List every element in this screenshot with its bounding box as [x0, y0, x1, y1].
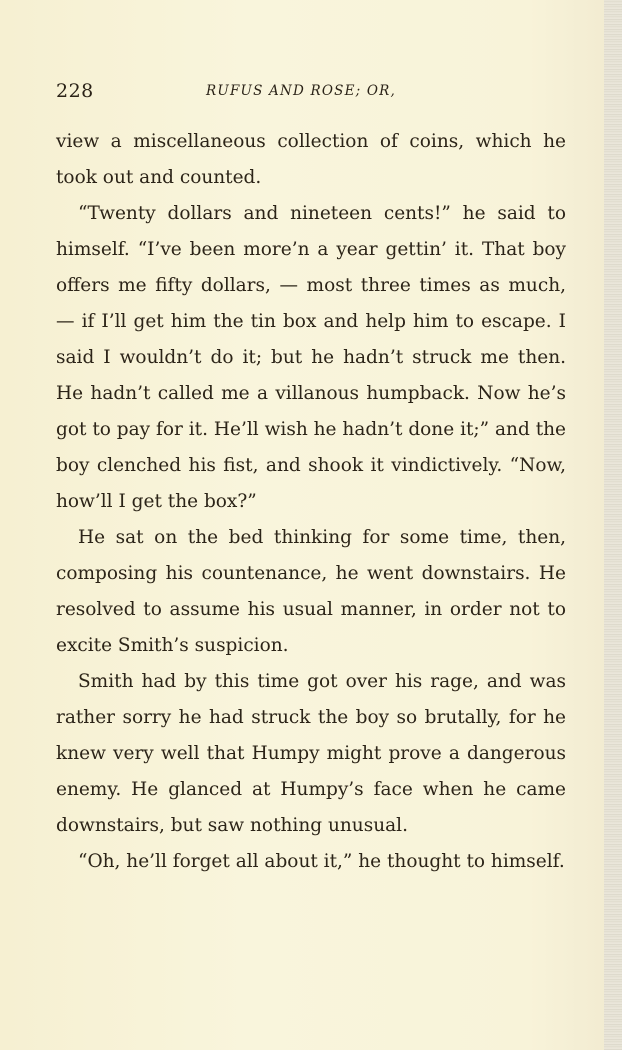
paragraph: He sat on the bed thinking for some time, then, composing his countenance, he went downstairs. He resolved to assume his usual manner, in order not to excite Smith’s suspicion.	[56, 527, 566, 656]
running-head: RUFUS AND ROSE; OR,	[206, 83, 397, 99]
paragraph: Smith had by this time got over his rage, and was rather sorry he had struck the boy so brutally, for he knew very well that Humpy might prove a dangerous enemy. He glanced at Humpy’s face when he came downstairs, but saw nothing unusual.	[56, 671, 566, 836]
paragraph: view a miscellaneous collection of coins, which he took out and counted.	[56, 131, 566, 188]
paragraph: “Oh, he’ll forget all about it,” he thought to himself.	[78, 851, 565, 872]
page-number: 228	[56, 80, 94, 102]
page-header	[56, 80, 566, 106]
paragraph: “Twenty dollars and nineteen cents!” he said to himself. “I’ve been more’n a year gettin’ it. That boy offers me fifty dollars, — most three times as much, — if I’ll get him the tin box and help him to escape. I said I wouldn’t do it; but he hadn’t struck me then. He hadn’t called me a villanous humpback. Now he’s got to pay for it. He’ll wish he hadn’t done it;” and the boy clenched his fist, and shook it vindictively. “Now, how’ll I get the box?”	[56, 203, 566, 512]
body-text	[56, 124, 566, 880]
page-edge	[604, 0, 622, 1050]
